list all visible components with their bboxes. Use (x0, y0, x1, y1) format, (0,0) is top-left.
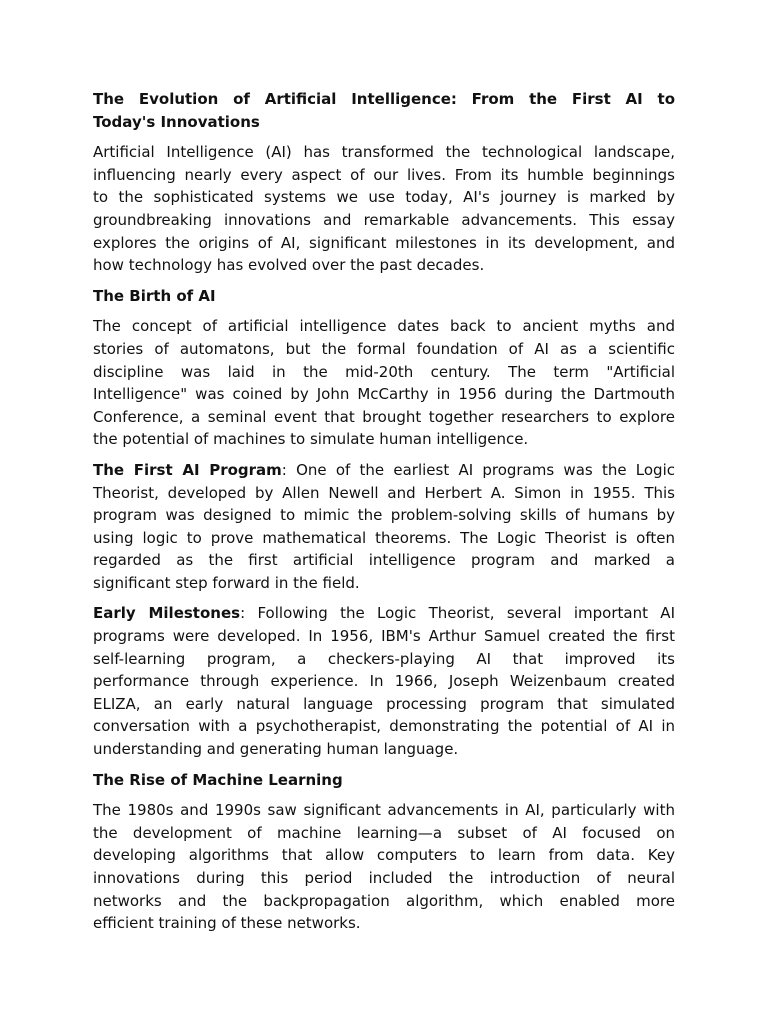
line-text: Theorist, developed by Allen Newell and Herbert A. Simon in 1955. This (93, 483, 675, 502)
line-text: : Following the Logic Theorist, several important AI (240, 604, 675, 623)
text-line (93, 254, 675, 277)
line-text: : One of the earliest AI programs was the Logic (281, 460, 675, 479)
birth-paragraph (93, 315, 675, 451)
line-text: ELIZA, an early natural language processing program that simulated (93, 694, 675, 713)
machine-learning-paragraph (93, 799, 675, 935)
text-line (93, 338, 675, 361)
text-line (93, 602, 675, 625)
line-text: how technology has evolved over the past decades. (93, 256, 485, 275)
text-line (93, 504, 675, 527)
line-text: regarded as the first artificial intelligence program and marked a (93, 551, 675, 570)
text-line (93, 867, 675, 890)
line-text: Intelligence" was coined by John McCarthy in 1956 during the Dartmouth (93, 385, 675, 404)
text-line (93, 715, 675, 738)
line-text: The 1980s and 1990s saw significant advancements in AI, particularly with (93, 801, 675, 820)
text-line (93, 527, 675, 550)
line-text: The Birth of AI (93, 286, 216, 305)
text-line (93, 459, 675, 482)
text-line (93, 625, 675, 648)
line-text: developing algorithms that allow computers to learn from data. Key (93, 846, 675, 865)
bold-lead-label: Early Milestones (93, 604, 241, 623)
text-line (93, 88, 675, 111)
heading-birth-of-ai (93, 285, 675, 308)
line-text: The Evolution of Artificial Intelligence: From the First AI to (93, 90, 675, 108)
text-line (93, 769, 675, 792)
text-line (93, 572, 675, 595)
line-text: program was designed to mimic the problem-solving skills of humans by (93, 506, 675, 525)
line-text: understanding and generating human language. (93, 740, 459, 759)
line-text: Artificial Intelligence (AI) has transformed the technological landscape, (93, 143, 675, 162)
text-line (93, 890, 675, 913)
text-line (93, 285, 675, 308)
text-line (93, 361, 675, 384)
line-text: efficient training of these networks. (93, 914, 361, 933)
line-text: self-learning program, a checkers-playing AI that improved its (93, 649, 675, 668)
line-text: to the sophisticated systems we use today, AI's journey is marked by (93, 188, 675, 207)
line-text: using logic to prove mathematical theorems. The Logic Theorist is often (93, 528, 675, 547)
early-milestones-paragraph (93, 602, 675, 760)
intro-paragraph (93, 141, 675, 277)
line-text: significant step forward in the field. (93, 573, 360, 592)
text-line (93, 186, 675, 209)
text-line (93, 482, 675, 505)
text-line (93, 111, 675, 134)
text-line (93, 209, 675, 232)
line-text: the development of machine learning—a subset of AI focused on (93, 823, 675, 842)
text-line (93, 383, 675, 406)
text-line (93, 428, 675, 451)
document-title (93, 88, 675, 133)
text-line (93, 844, 675, 867)
line-text: groundbreaking innovations and remarkable advancements. This essay (93, 210, 675, 229)
line-text: influencing nearly every aspect of our lives. From its humble beginnings (93, 165, 675, 184)
text-line (93, 164, 675, 187)
line-text: networks and the backpropagation algorithm, which enabled more (93, 891, 675, 910)
text-line (93, 648, 675, 671)
line-text: Conference, a seminal event that brought together researchers to explore (93, 407, 675, 426)
line-text: stories of automatons, but the formal foundation of AI as a scientific (93, 339, 675, 358)
line-text: The concept of artificial intelligence dates back to ancient myths and (93, 317, 675, 336)
text-line (93, 799, 675, 822)
text-line (93, 738, 675, 761)
line-text: discipline was laid in the mid-20th century. The term "Artificial (93, 362, 675, 381)
line-text: The Rise of Machine Learning (93, 770, 343, 789)
bold-lead-label: The First AI Program (93, 460, 282, 479)
line-text: Today's Innovations (93, 112, 260, 131)
text-line (93, 141, 675, 164)
document-page (93, 88, 675, 943)
line-text: conversation with a psychotherapist, demonstrating the potential of AI in (93, 717, 675, 736)
text-line (93, 670, 675, 693)
text-line (93, 822, 675, 845)
text-line (93, 549, 675, 572)
line-text: explores the origins of AI, significant milestones in its development, and (93, 233, 675, 252)
text-line (93, 406, 675, 429)
line-text: the potential of machines to simulate human intelligence. (93, 430, 529, 449)
text-line (93, 315, 675, 338)
text-line (93, 693, 675, 716)
text-line (93, 232, 675, 255)
line-text: innovations during this period included the introduction of neural (93, 869, 675, 887)
first-ai-program-paragraph (93, 459, 675, 595)
line-text: performance through experience. In 1966, Joseph Weizenbaum created (93, 672, 675, 691)
heading-rise-of-machine-learning (93, 769, 675, 792)
text-line (93, 912, 675, 935)
line-text: programs were developed. In 1956, IBM's Arthur Samuel created the first (93, 627, 675, 646)
